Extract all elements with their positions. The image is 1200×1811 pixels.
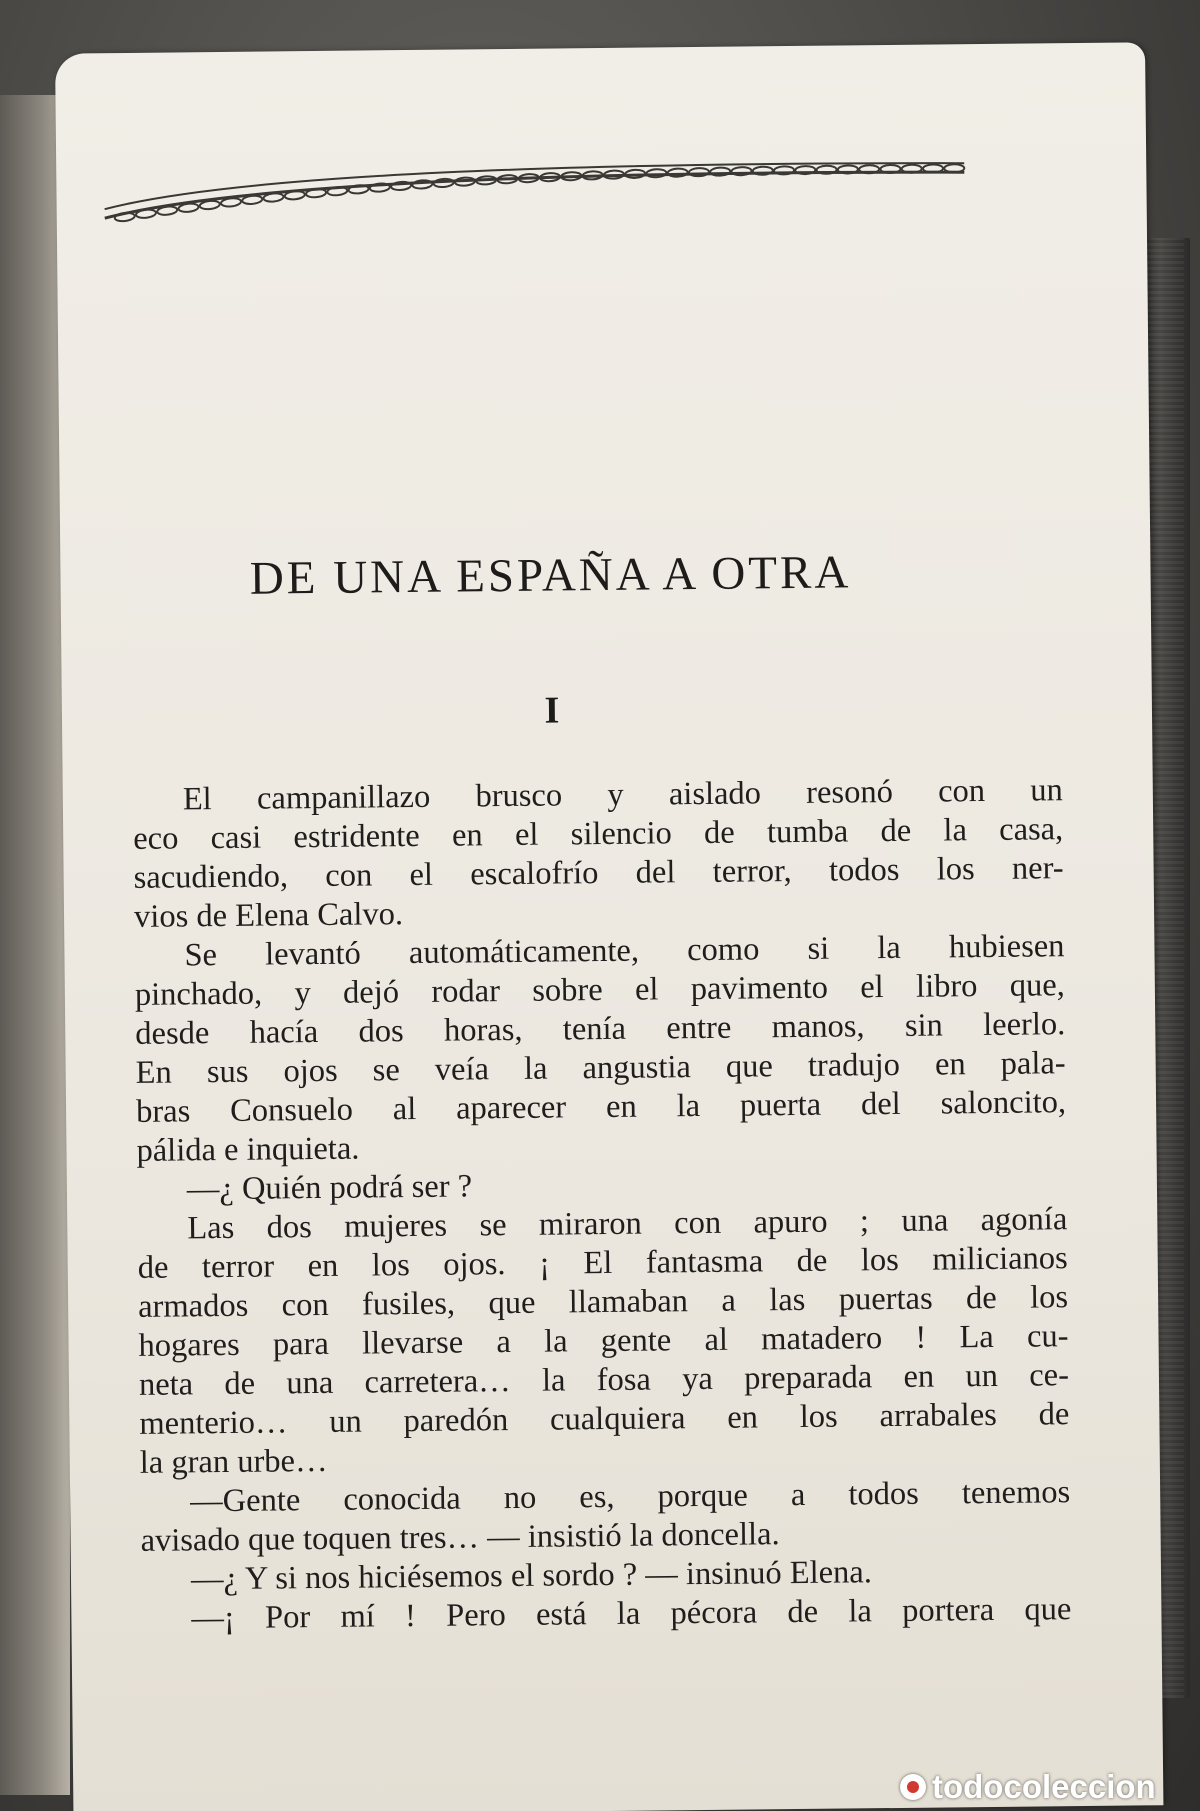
text-line: eco casi estridente en el silencio de tumba de la casa, xyxy=(133,811,1064,857)
watermark-text: todocoleccion xyxy=(932,1768,1156,1805)
text-line: hogares para llevarse a la gente al matadero ! La cu- xyxy=(138,1318,1069,1364)
text-line: bras Consuelo al aparecer en la puerta del saloncito, xyxy=(135,1084,1067,1130)
text-line: El campanillazo brusco y aislado resonó con un xyxy=(182,772,1063,818)
text-line: la gran urbe… xyxy=(139,1442,328,1481)
text-line: —Gente conocida no es, porque a todos tenemos xyxy=(190,1474,1071,1520)
book-page xyxy=(55,42,1163,1811)
watermark xyxy=(900,1768,1156,1806)
ornament-loop xyxy=(710,167,730,176)
text-line: de terror en los ojos. ¡ El fantasma de los milicianos xyxy=(137,1240,1068,1286)
ornament-loop xyxy=(391,181,412,191)
ornament-border xyxy=(84,154,985,223)
ornament-loop xyxy=(114,212,135,222)
ornament-loop xyxy=(731,167,751,176)
text-line: armados con fusiles, que llamaban a las puertas de los xyxy=(137,1279,1069,1325)
text-line: vios de Elena Calvo. xyxy=(133,896,404,935)
text-line: pálida e inquieta. xyxy=(136,1130,360,1169)
text-line: —¿ Quién podrá ser ? xyxy=(186,1168,473,1208)
text-line: sacudiendo, con el escalofrío del terror, todos los ner- xyxy=(133,850,1064,896)
watermark-logo-icon xyxy=(900,1774,926,1800)
text-line: avisado que toquen tres… — insistió la doncella. xyxy=(140,1516,780,1559)
text-line: —¿ Y si nos hiciésemos el sordo ? — insinuó Elena. xyxy=(190,1554,873,1598)
text-line: —¡ Por mí ! Pero está la pécora de la portera que xyxy=(191,1591,1072,1637)
text-line: En sus ojos se veía la angustia que tradujo en pala- xyxy=(135,1045,1066,1091)
text-line: pinchado, y dejó rodar sobre el pavimento el libro que, xyxy=(134,967,1066,1013)
text-line: desde hacía dos horas, tenía entre manos, sin leerlo. xyxy=(135,1006,1066,1052)
ornament-loop xyxy=(795,166,815,175)
chapter-number: I xyxy=(544,689,560,732)
ornament-loop xyxy=(667,168,687,177)
text-line: Las dos mujeres se miraron con apuro ; una agonía xyxy=(187,1201,1068,1247)
text-line: Se levantó automáticamente, como si la hubiesen xyxy=(184,928,1065,974)
ornament-loop xyxy=(689,168,709,177)
chapter-title: DE UNA ESPAÑA A OTRA xyxy=(249,546,852,605)
body-text xyxy=(133,771,1072,1639)
ornament-loop xyxy=(753,166,773,175)
ornament-loop xyxy=(370,183,391,193)
text-line: neta de una carretera… la fosa ya preparada en un ce- xyxy=(138,1357,1070,1403)
ornament-loop xyxy=(774,166,794,175)
text-line: menterio… un paredón cualquiera en los arrabales de xyxy=(139,1396,1070,1442)
